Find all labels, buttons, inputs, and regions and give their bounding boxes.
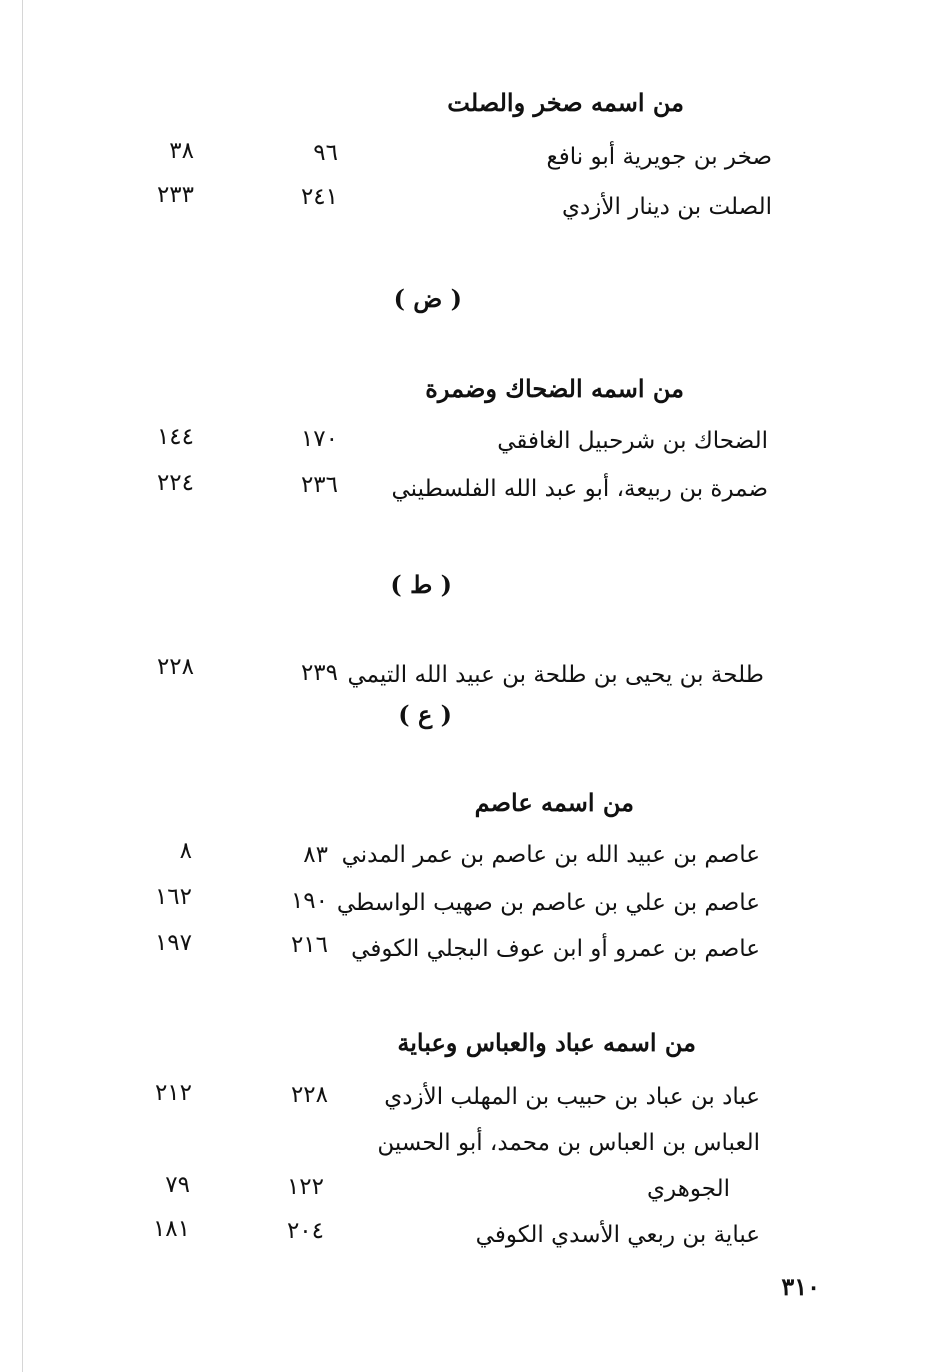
entry-number-2: ٢٣٣	[156, 182, 194, 208]
entry-name: صخر بن جويرية أبو نافع	[546, 144, 772, 170]
entry-number-1: ٢٢٨	[290, 1082, 328, 1108]
entry-name: عباية بن ربعي الأسدي الكوفي	[475, 1222, 760, 1248]
entry-number-2: ٢٢٨	[156, 654, 194, 680]
entry-number-2: ٢١٢	[154, 1080, 192, 1106]
entry-name: الضحاك بن شرحبيل الغافقي	[497, 428, 768, 454]
entry-name-continuation: الجوهري	[647, 1176, 730, 1202]
entry-number-1: ٨٣	[303, 842, 328, 868]
entry-number-2: ١٨١	[152, 1216, 190, 1242]
entry-name: طلحة بن يحيى بن طلحة بن عبيد الله التيمي	[347, 662, 764, 688]
page-edge-rule	[22, 0, 23, 1372]
entry-number-2: ٢٢٤	[156, 470, 194, 496]
entry-name: عاصم بن عبيد الله بن عاصم بن عمر المدني	[341, 842, 760, 868]
section-heading-sakhr: من اسمه صخر والصلت	[447, 88, 684, 117]
entry-number-2: ١٩٧	[154, 930, 192, 956]
entry-name: عاصم بن علي بن عاصم بن صهيب الواسطي	[336, 890, 760, 916]
section-heading-abbad: من اسمه عباد والعباس وعباية	[397, 1028, 696, 1057]
entry-number-1: ١٧٠	[300, 426, 338, 452]
entry-number-2: ١٦٢	[154, 884, 192, 910]
entry-name: عباد بن عباد بن حبيب بن المهلب الأزدي	[384, 1084, 760, 1110]
page-number: ٣١٠	[781, 1272, 820, 1301]
letter-heading-ta: ( ط )	[390, 570, 452, 599]
entry-number-1: ٩٦	[313, 140, 338, 166]
section-heading-dahhak: من اسمه الضحاك وضمرة	[425, 374, 684, 403]
entry-number-1: ٢٤١	[300, 184, 338, 210]
letter-heading-ain: ( ع )	[398, 700, 452, 729]
entry-number-1: ٢٠٤	[286, 1218, 324, 1244]
section-heading-asim: من اسمه عاصم	[474, 788, 634, 817]
entry-name: عاصم بن عمرو أو ابن عوف البجلي الكوفي	[351, 936, 760, 962]
entry-number-1: ٢٣٩	[300, 660, 338, 686]
entry-number-2: ٨	[179, 838, 192, 864]
entry-number-1: ٢١٦	[290, 932, 328, 958]
entry-number-1: ٢٣٦	[300, 472, 338, 498]
entry-name: ضمرة بن ربيعة، أبو عبد الله الفلسطيني	[391, 476, 768, 502]
entry-name: الصلت بن دينار الأزدي	[562, 194, 772, 220]
entry-number-2: ٧٩	[165, 1172, 190, 1198]
entry-number-1: ١٢٢	[286, 1174, 324, 1200]
entry-name: العباس بن العباس بن محمد، أبو الحسين	[377, 1130, 760, 1156]
entry-number-1: ١٩٠	[290, 888, 328, 914]
letter-heading-dad: ( ض )	[393, 284, 462, 313]
entry-number-2: ٣٨	[169, 138, 194, 164]
entry-number-2: ١٤٤	[156, 424, 194, 450]
